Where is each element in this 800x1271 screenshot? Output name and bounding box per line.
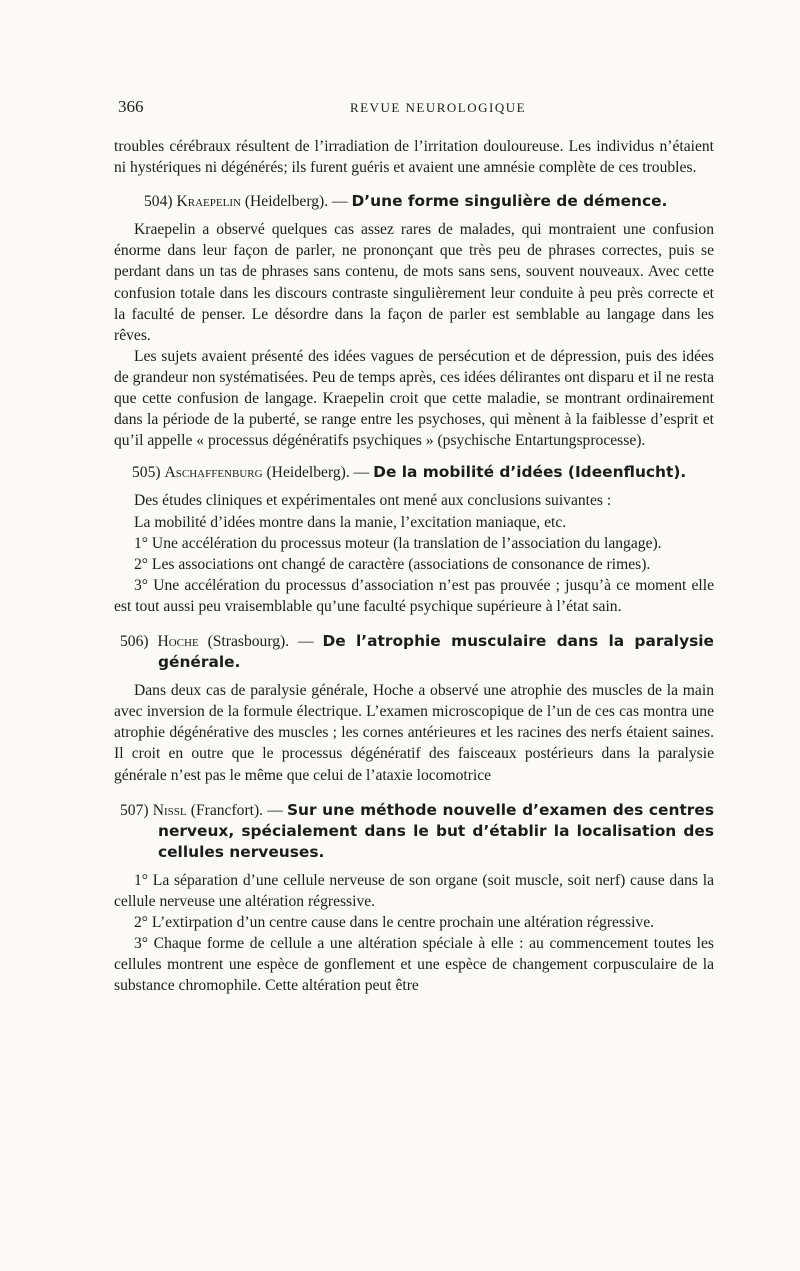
section-505-place: (Heidelberg). xyxy=(266,464,350,482)
section-507-dash: — xyxy=(267,801,283,819)
section-505-paragraph-4: 2° Les associations ont changé de caractère (associations de consonance de rimes). xyxy=(134,555,651,573)
running-title: REVUE NEUROLOGIQUE xyxy=(349,100,527,115)
intro-paragraph: troubles cérébraux résultent de l’irradiation de l’irritation douloureuse. Les individus n’étaient ni hystériques ni dégénérés; ils furent guéris et avaient une amnésie complète de ces troubles. xyxy=(114,138,714,177)
section-505-paragraph-5: 3° Une accélération du processus d’association n’est pas prouvée ; jusqu’à ce moment elle est tout aussi peu vraisemblable qu’une faculté psychique supérieure à l’état sain. xyxy=(114,576,714,615)
section-507-paragraph-3: 3° Chaque forme de cellule a une altération spéciale à elle : au commencement toutes les cellules montrent une espèce de gonflement et une espèce de changement corpusculaire de la substance chromophile. Cette altération peut être xyxy=(114,935,714,995)
section-506-place: (Strasbourg). xyxy=(207,632,290,650)
section-506-dash: — xyxy=(298,632,314,650)
section-506-author: Hoche xyxy=(157,632,199,650)
section-505-paragraph-3: 1° Une accélération du processus moteur (la translation de l’association du langage). xyxy=(134,534,662,552)
section-507-paragraph-2: 2° L’extirpation d’un centre cause dans le centre prochain une altération régressive. xyxy=(134,914,655,932)
section-505-paragraph-1: Des études cliniques et expérimentales ont mené aux conclusions suivantes : xyxy=(134,492,612,510)
section-504-place: (Heidelberg). xyxy=(244,193,329,211)
section-507-heading xyxy=(114,800,714,863)
section-507-title: Sur une méthode nouvelle d’examen des centres nerveux, spécialement dans le but d’établir la localisation des cellules nerveuses. xyxy=(158,800,714,861)
section-504-number: 504) xyxy=(144,193,173,211)
page-body xyxy=(114,136,714,996)
section-505-title: De la mobilité d’idées (Ideenflucht). xyxy=(373,463,687,482)
section-505-paragraph-2: La mobilité d’idées montre dans la manie, l’excitation maniaque, etc. xyxy=(134,513,567,531)
section-507-author: Nissl xyxy=(152,801,187,819)
section-504-heading xyxy=(114,191,714,212)
section-507-place: (Francfort). xyxy=(190,801,264,819)
section-506-paragraph-1: Dans deux cas de paralysie générale, Hoche a observé une atrophie des muscles de la main avec inversion de la formule électrique. L’examen microscopique de l’un de ces cas montra une atrophie dégénérative des muscles ; les cornes antérieures et les racines des nerfs étaient saines. Il croit en outre que le processus dégénératif des faisceaux postérieurs dans la paralysie générale n’est pas le même que celui de l’ataxie locomotrice xyxy=(114,682,714,784)
section-504-author: Kraepelin xyxy=(176,193,241,211)
page-header xyxy=(118,97,718,121)
section-506-heading xyxy=(114,631,714,673)
section-506-number: 506) xyxy=(120,632,149,650)
section-504-paragraph-2: Les sujets avaient présenté des idées vagues de persécution et de dépression, puis des idées de grandeur non systématisées. Peu de temps après, ces idées délirantes ont disparu et il ne resta que cette confusion de langage. Kraepelin croit que cette maladie, se montrant ordinairement dans la période de la puberté, se range entre les psychoses, qui mènent à la faiblesse d’esprit et qu’il appelle « processus dégénératifs psychiques » (psychische Entartungsprocesse). xyxy=(114,347,714,450)
page-number: 366 xyxy=(118,97,144,116)
section-505-author: Aschaffenburg xyxy=(164,464,263,482)
section-504-paragraph-1: Kraepelin a observé quelques cas assez rares de malades, qui montraient une confusion énorme dans leur façon de parler, ne prononçant que très peu de phrases correctes, puis se perdant dans un tas de phrases sans contenu, de mots sans sens, souvent nouveaux. Avec cette confusion totale dans les discours contraste singulièrement leur conduite à peu près correcte et la faculté de penser. Le désordre dans la façon de parler est semblable au langage dans les rêves. xyxy=(114,221,714,344)
section-504-title: D’une forme singulière de démence. xyxy=(351,192,668,211)
section-507-paragraph-1: 1° La séparation d’une cellule nerveuse de son organe (soit muscle, soit nerf) cause dans la cellule nerveuse une altération régressive. xyxy=(114,871,714,910)
section-506-title: De l’atrophie musculaire dans la paralysie générale. xyxy=(158,631,714,672)
section-505-heading xyxy=(114,462,714,483)
section-505-dash: — xyxy=(353,464,370,482)
section-505-number: 505) xyxy=(132,464,161,482)
section-507-number: 507) xyxy=(120,801,149,819)
section-504-dash: — xyxy=(332,193,348,211)
